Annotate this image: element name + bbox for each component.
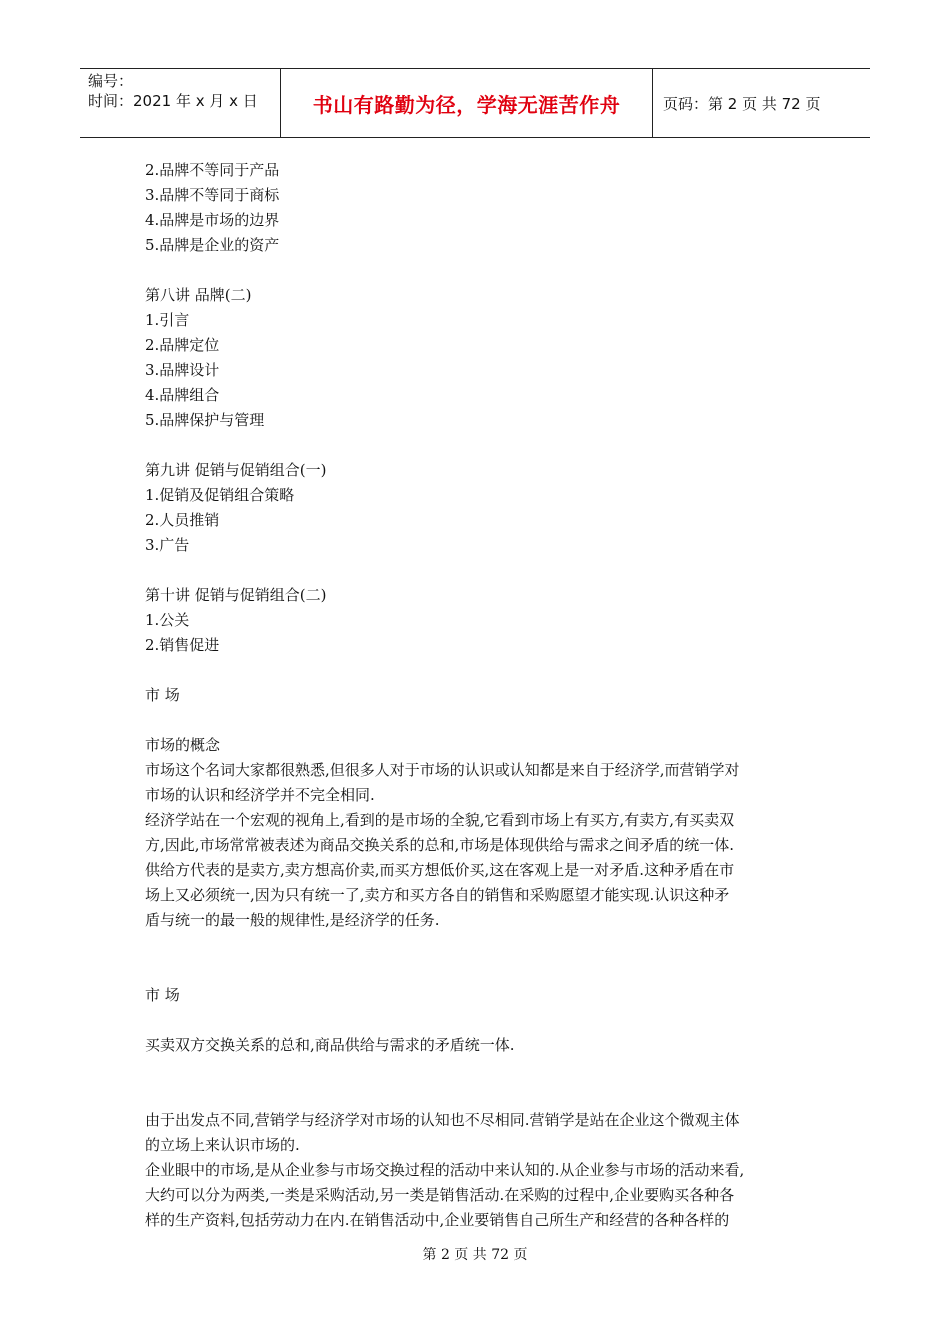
motto: 书山有路勤为径，学海无涯苦作舟 <box>281 69 653 137</box>
paragraph-line: 盾与统一的最一般的规律性,是经济学的任务. <box>145 911 440 929</box>
paragraph-line: 经济学站在一个宏观的视角上,看到的是市场的全貌,它看到市场上有买方,有卖方,有买卖双 <box>145 811 735 829</box>
list-item: 5.品牌是企业的资产 <box>145 236 280 254</box>
paragraph-line: 市场的认识和经济学并不完全相同. <box>145 786 375 804</box>
list-item: 3.广告 <box>145 536 190 554</box>
list-item: 3.品牌设计 <box>145 361 220 379</box>
list-item: 1.引言 <box>145 311 190 329</box>
section-heading: 市 场 <box>145 686 180 704</box>
concept-title: 市场的概念 <box>145 736 221 754</box>
number-label: 编号： <box>88 72 134 90</box>
paragraph-line: 市场这个名词大家都很熟悉,但很多人对于市场的认识或认知都是来自于经济学,而营销学对 <box>145 761 740 779</box>
section-heading: 市 场 <box>145 986 180 1004</box>
list-item: 5.品牌保护与管理 <box>145 411 265 429</box>
page-footer: 第 2 页 共 72 页 <box>422 1247 528 1263</box>
list-item: 1.促销及促销组合策略 <box>145 486 295 504</box>
list-item: 4.品牌是市场的边界 <box>145 211 280 229</box>
header-meta <box>80 69 281 137</box>
document-body <box>145 158 815 1233</box>
lecture-10-title: 第十讲 促销与促销组合(二) <box>145 586 327 604</box>
paragraph-line: 的立场上来认识市场的. <box>145 1136 300 1154</box>
list-item: 2.品牌不等同于产品 <box>145 161 280 179</box>
paragraph-line: 方,因此,市场常常被表述为商品交换关系的总和,市场是体现供给与需求之间矛盾的统一体. <box>145 836 735 854</box>
page-header <box>80 68 870 138</box>
list-item: 3.品牌不等同于商标 <box>145 186 280 204</box>
market-definition: 买卖双方交换关系的总和,商品供给与需求的矛盾统一体. <box>145 1036 515 1054</box>
list-item: 4.品牌组合 <box>145 386 220 404</box>
paragraph-line: 企业眼中的市场,是从企业参与市场交换过程的活动中来认知的.从企业参与市场的活动来看, <box>145 1161 745 1179</box>
paragraph-line: 场上又必须统一,因为只有统一了,卖方和买方各自的销售和采购愿望才能实现.认识这种矛 <box>145 886 730 904</box>
list-item: 2.销售促进 <box>145 636 220 654</box>
paragraph-line: 大约可以分为两类,一类是采购活动,另一类是销售活动.在采购的过程中,企业要购买各种各 <box>145 1186 735 1204</box>
lecture-9-title: 第九讲 促销与促销组合(一) <box>145 461 327 479</box>
lecture-8-title: 第八讲 品牌(二) <box>145 286 252 304</box>
list-item: 2.品牌定位 <box>145 336 220 354</box>
list-item: 2.人员推销 <box>145 511 220 529</box>
paragraph-line: 由于出发点不同,营销学与经济学对市场的认知也不尽相同.营销学是站在企业这个微观主体 <box>145 1111 740 1129</box>
paragraph-line: 样的生产资料,包括劳动力在内.在销售活动中,企业要销售自己所生产和经营的各种各样的 <box>145 1211 730 1229</box>
page-code: 页码：第 2 页 共 72 页 <box>663 94 821 113</box>
list-item: 1.公关 <box>145 611 190 629</box>
time-label: 时间：2021 年 x 月 x 日 <box>88 92 258 110</box>
paragraph-line: 供给方代表的是卖方,卖方想高价卖,而买方想低价买,这在客观上是一对矛盾.这种矛盾在市 <box>145 861 735 879</box>
